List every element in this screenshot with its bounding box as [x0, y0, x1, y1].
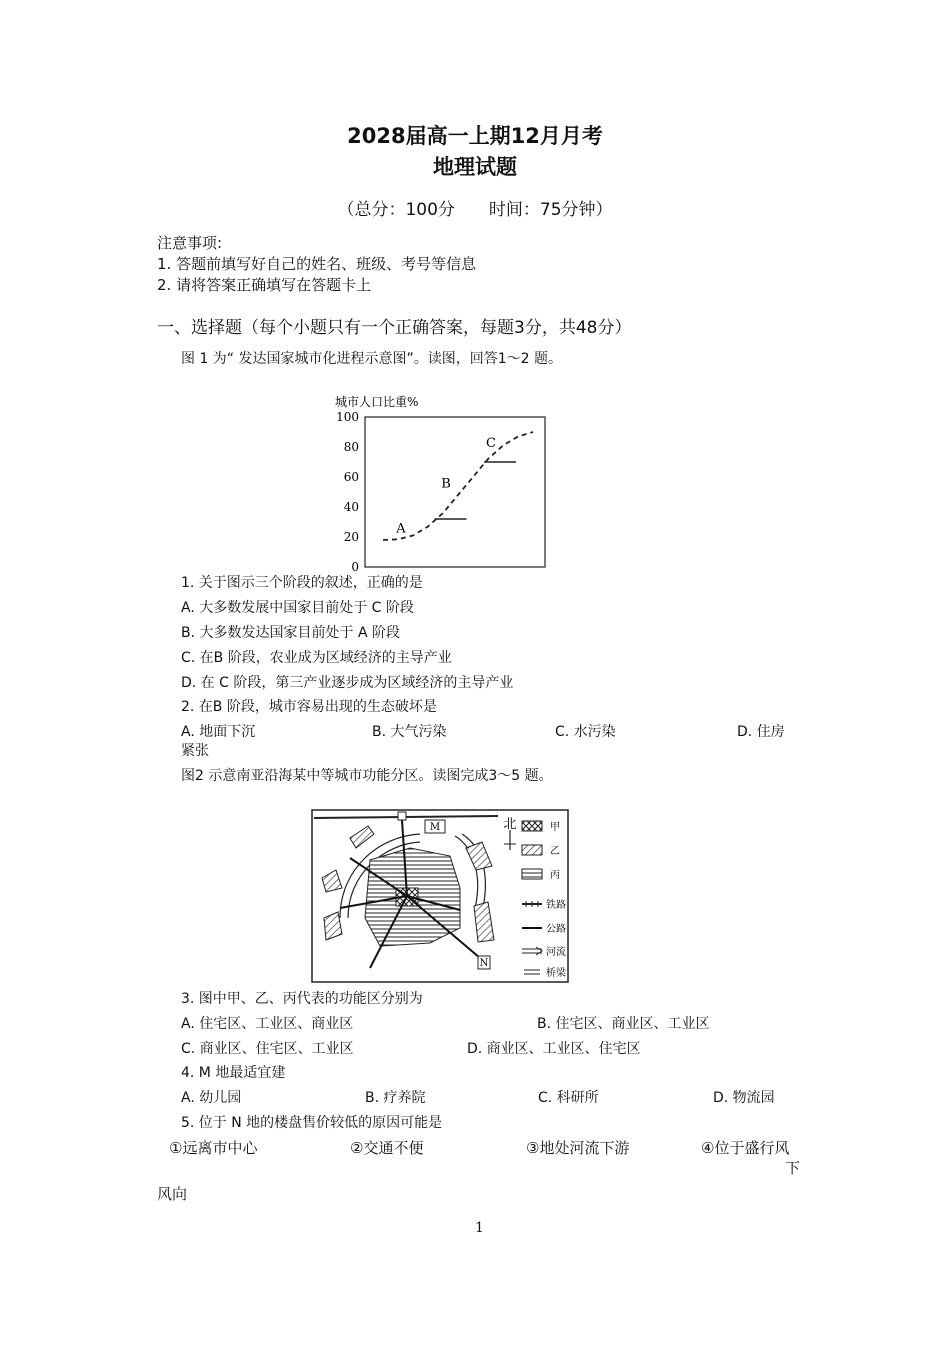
- exam-info: （总分：100分 时间：75分钟）: [337, 200, 613, 220]
- q1-option-a: A. 大多数发展中国家目前处于 C 阶段: [181, 600, 414, 616]
- stage-label-c: C: [486, 436, 496, 451]
- notice-item-2: 2. 请将答案正确填写在答题卡上: [157, 276, 372, 294]
- q2-option-d-wrap: 紧张: [181, 743, 209, 759]
- chart-ylabel: 城市人口比重%: [335, 395, 419, 409]
- y-tick-label: 80: [343, 440, 359, 454]
- section-title: 一、选择题（每个小题只有一个正确答案，每题3分，共48分）: [157, 318, 632, 338]
- y-tick-label: 0: [351, 560, 359, 574]
- y-tick-label: 60: [343, 470, 359, 484]
- marker-n: N: [479, 958, 489, 969]
- marker-m: M: [429, 822, 441, 833]
- q2-option-c: C. 水污染: [555, 724, 616, 740]
- north-label: 北: [503, 817, 517, 832]
- q1-stem: 1. 关于图示三个阶段的叙述，正确的是: [181, 575, 423, 591]
- stage-label-a: A: [396, 521, 406, 537]
- q3-option-a: A. 住宅区、工业区、商业区: [181, 1016, 354, 1032]
- q4-option-d: D. 物流园: [713, 1090, 775, 1106]
- q2-option-b: B. 大气污染: [372, 724, 447, 740]
- legend-railway: 铁路: [546, 900, 566, 911]
- q5-option-4-wrap-2: 风向: [157, 1185, 188, 1203]
- figure2-intro: 图2 示意南亚沿海某中等城市功能分区。读图完成3～5 题。: [181, 768, 553, 784]
- figure1-intro: 图 1 为“ 发达国家城市化进程示意图”。读图，回答1～2 题。: [181, 351, 563, 367]
- y-tick-label: 100: [336, 410, 359, 424]
- q3-stem: 3. 图中甲、乙、丙代表的功能区分别为: [181, 991, 423, 1007]
- q5-option-1: ①远离市中心: [169, 1139, 258, 1157]
- q4-option-a: A. 幼儿园: [181, 1090, 242, 1106]
- q3-option-c: C. 商业区、住宅区、工业区: [181, 1041, 354, 1057]
- q5-option-3: ③地处河流下游: [526, 1139, 630, 1157]
- q5-option-2: ②交通不便: [350, 1139, 424, 1157]
- q4-option-c: C. 科研所: [538, 1090, 599, 1106]
- page-number: 1: [475, 1220, 484, 1236]
- q4-stem: 4. M 地最适宜建: [181, 1065, 286, 1081]
- notice-heading: 注意事项:: [157, 234, 223, 252]
- q1-option-d: D. 在 C 阶段，第三产业逐步成为区域经济的主导产业: [181, 675, 514, 691]
- legend-bridge: 桥梁: [546, 968, 566, 979]
- legend-road: 公路: [546, 924, 566, 935]
- exam-subtitle: 地理试题: [433, 155, 517, 179]
- city-function-map: [310, 808, 572, 986]
- q1-option-b: B. 大多数发达国家目前处于 A 阶段: [181, 625, 400, 641]
- exam-title: 2028届高一上期12月月考: [347, 124, 603, 148]
- q3-option-b: B. 住宅区、商业区、工业区: [537, 1016, 710, 1032]
- q4-option-b: B. 疗养院: [365, 1090, 426, 1106]
- legend-yi: 乙: [550, 846, 560, 857]
- stage-label-b: B: [441, 476, 451, 492]
- q5-option-4: ④位于盛行风: [701, 1139, 790, 1157]
- q2-option-a: A. 地面下沉: [181, 724, 256, 740]
- q5-option-4-wrap: 下: [785, 1159, 801, 1177]
- q2-option-d: D. 住房: [737, 724, 785, 740]
- chart-frame: [365, 417, 545, 567]
- y-tick-label: 20: [343, 530, 359, 544]
- y-tick-label: 40: [343, 500, 359, 514]
- q2-stem: 2. 在B 阶段，城市容易出现的生态破坏是: [181, 699, 437, 715]
- notice-item-1: 1. 答题前填写好自己的姓名、班级、考号等信息: [157, 255, 477, 273]
- legend-bing: 丙: [550, 870, 560, 881]
- q1-option-c: C. 在B 阶段，农业成为区域经济的主导产业: [181, 650, 452, 666]
- q5-stem: 5. 位于 N 地的楼盘售价较低的原因可能是: [181, 1115, 443, 1131]
- legend-river: 河流: [546, 947, 566, 958]
- urbanization-chart: [330, 388, 560, 576]
- q3-option-d: D. 商业区、工业区、住宅区: [467, 1041, 641, 1057]
- legend-jia: 甲: [550, 822, 560, 833]
- station-marker: [398, 812, 406, 820]
